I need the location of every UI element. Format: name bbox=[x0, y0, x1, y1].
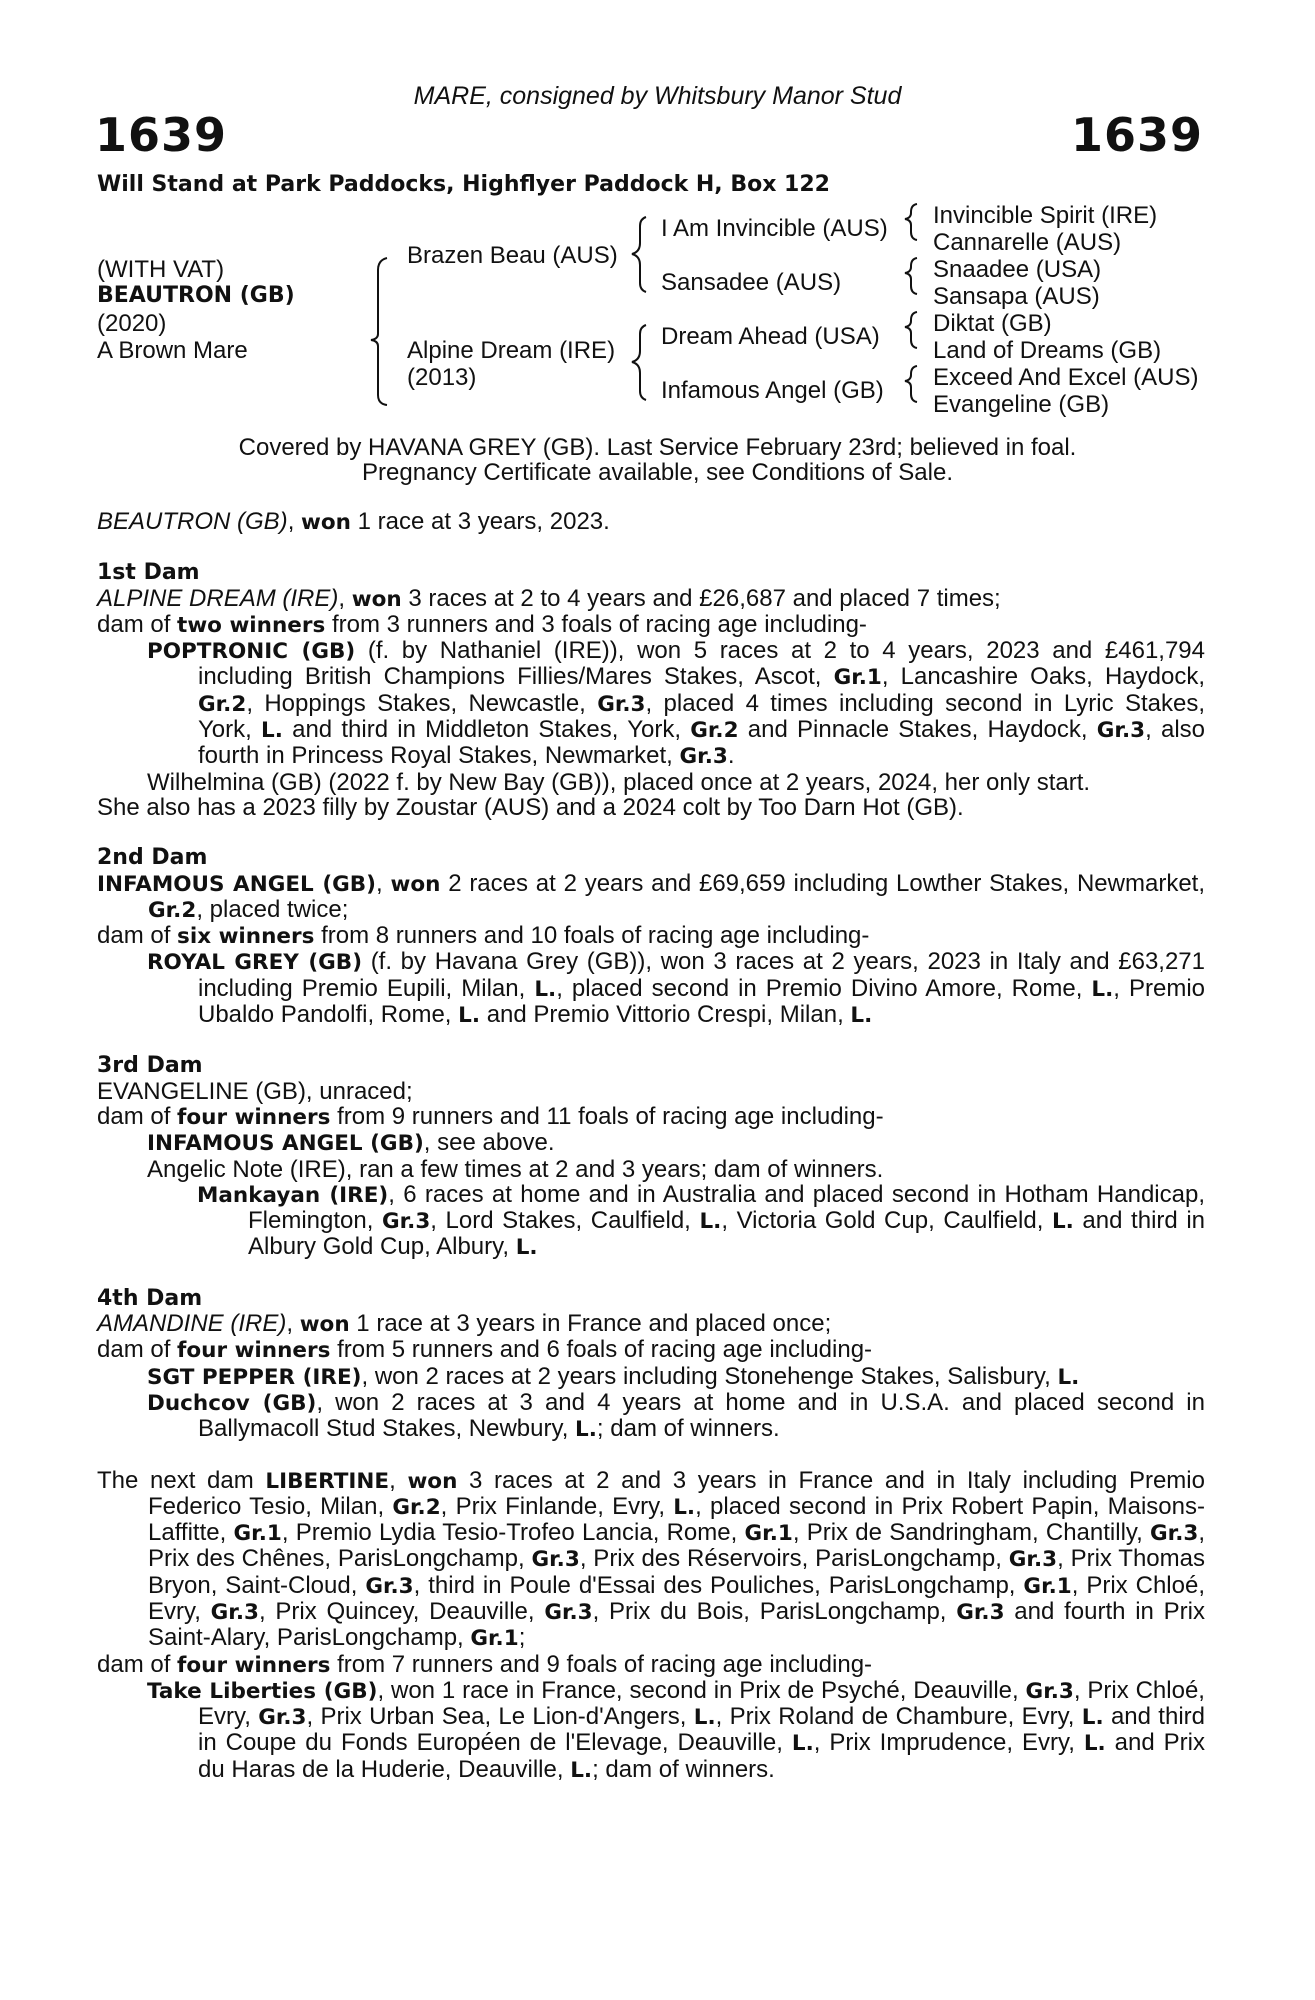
dam1-other-foals: She also has a 2023 filly by Zoustar (AUS) and a 2024 colt by Too Darn Hot (GB). bbox=[97, 793, 964, 821]
dam3-heading: 3rd Dam bbox=[97, 1053, 203, 1079]
dam3-progeny-2: Angelic Note (IRE), ran a few times at 2 and 3 years; dam of winners. bbox=[147, 1155, 884, 1183]
pedigree-brackets bbox=[0, 0, 1315, 440]
dam3-record: EVANGELINE (GB), unraced; bbox=[97, 1077, 413, 1105]
sire-dam: Sansadee (AUS) bbox=[661, 269, 842, 296]
consignor-line: MARE, consigned by Whitsbury Manor Stud bbox=[413, 82, 902, 110]
dam3-grand-progeny: Mankayan (IRE), 6 races at home and in Australia and placed second in Hotham Handicap, Flemington, Gr.3, Lord Stakes, Caulfield, L., Victoria Gold Cup, Caulfield, L. and third in Albury Gold Cup, Albury, L. bbox=[197, 1180, 1206, 1261]
dam1-progeny-1: POPTRONIC (GB) (f. by Nathaniel (IRE)), won 5 races at 2 to 4 years, 2023 and £461,794 including British Champions Fillies/Mares Stakes, Ascot, Gr.1, Lancashire Oaks, Haydock, Gr.2, Hoppings Stakes, Newcastle, Gr.3, placed 4 times including second in Lyric Stakes, York, L. and third in Middleton Stakes, York, Gr.2 and Pinnacle Stakes, Haydock, Gr.3, also fourth in Princess Royal Stakes, Newmarket, Gr.3. bbox=[147, 637, 1206, 770]
stand-location: Will Stand at Park Paddocks, Highflyer Paddock H, Box 122 bbox=[97, 172, 830, 197]
catalogue-body bbox=[97, 509, 1205, 1783]
lot-number-right: 1639 bbox=[1070, 108, 1203, 162]
ggp-5: Diktat (GB) bbox=[933, 310, 1052, 337]
sire-sire: I Am Invincible (AUS) bbox=[661, 215, 888, 242]
vat-status: (WITH VAT) bbox=[97, 256, 225, 283]
bracket-dam bbox=[632, 325, 646, 400]
horse-name: BEAUTRON (GB) bbox=[97, 283, 295, 308]
sire-name: Brazen Beau (AUS) bbox=[407, 242, 618, 269]
lot-number-left: 1639 bbox=[95, 108, 228, 162]
dam4-progeny-1: SGT PEPPER (IRE), won 2 races at 2 years including Stonehenge Stakes, Salisbury, L. bbox=[147, 1362, 1080, 1390]
ggp-2: Cannarelle (AUS) bbox=[933, 229, 1122, 256]
dam3-produce: dam of four winners from 9 runners and 11 foals of racing age including- bbox=[97, 1102, 884, 1130]
bracket-g1 bbox=[905, 204, 917, 240]
next-dam-record: The next dam LIBERTINE, won 3 races at 2 and 3 years in France and in Italy including Premio Federico Tesio, Milan, Gr.2, Prix Finlande, Evry, L., placed second in Prix Robert Papin, Maisons-Laffitte, Gr.1, Premio Lydia Tesio-Trofeo Lancia, Rome, Gr.1, Prix de Sandringham, Chantilly, Gr.3, Prix des Chênes, ParisLongchamp, Gr.3, Prix des Réservoirs, ParisLongchamp, Gr.3, Prix Thomas Bryon, Saint-Cloud, Gr.3, third in Poule d'Essai des Pouliches, ParisLongchamp, Gr.1, Prix Chloé, Evry, Gr.3, Prix Quincey, Deauville, Gr.3, Prix du Bois, ParisLongchamp, Gr.3 and fourth in Prix Saint-Alary, ParisLongchamp, Gr.1; bbox=[97, 1466, 1205, 1652]
dam1-progeny-2: Wilhelmina (GB) (2022 f. by New Bay (GB)), placed once at 2 years, 2024, her only start. bbox=[147, 768, 1091, 796]
bracket-g4 bbox=[905, 366, 917, 402]
dam2-heading: 2nd Dam bbox=[97, 845, 208, 871]
dam4-record: AMANDINE (IRE), won 1 race at 3 years in France and placed once; bbox=[97, 1310, 832, 1338]
next-dam-produce: dam of four winners from 7 runners and 9 foals of racing age including- bbox=[97, 1650, 873, 1678]
dam1-heading: 1st Dam bbox=[97, 560, 200, 586]
bracket-g2 bbox=[905, 258, 917, 294]
dam2-record: INFAMOUS ANGEL (GB), won 2 races at 2 years and £69,659 including Lowther Stakes, Newmarket, Gr.2, placed twice; bbox=[97, 869, 1206, 923]
dam3-progeny-1: INFAMOUS ANGEL (GB), see above. bbox=[147, 1129, 555, 1157]
covering-line: Covered by HAVANA GREY (GB). Last Service February 23rd; believed in foal. bbox=[238, 434, 1077, 461]
dam2-produce: dam of six winners from 8 runners and 10 foals of racing age including- bbox=[97, 922, 870, 950]
bracket-sire bbox=[632, 217, 646, 292]
dam4-progeny-2: Duchcov (GB), won 2 races at 3 and 4 years at home and in U.S.A. and placed second in Ballymacoll Stud Stakes, Newbury, L.; dam of winners. bbox=[147, 1388, 1205, 1443]
dam2-progeny-1: ROYAL GREY (GB) (f. by Havana Grey (GB)), won 3 races at 2 years, 2023 in Italy and £63,271 including Premio Eupili, Milan, L., placed second in Premio Divino Amore, Rome, L., Premio Ubaldo Pandolfi, Rome, L. and Premio Vittorio Crespi, Milan, L. bbox=[147, 948, 1206, 1029]
pregnancy-line: Pregnancy Certificate available, see Conditions of Sale. bbox=[362, 459, 953, 486]
dam-sire: Dream Ahead (USA) bbox=[661, 323, 880, 350]
bracket-g3 bbox=[905, 312, 917, 348]
ggp-6: Land of Dreams (GB) bbox=[933, 337, 1162, 364]
ggp-3: Snaadee (USA) bbox=[933, 256, 1102, 283]
ggp-7: Exceed And Excel (AUS) bbox=[933, 364, 1199, 391]
dam-year: (2013) bbox=[407, 364, 477, 391]
horse-description: A Brown Mare bbox=[97, 337, 248, 364]
horse-summary: BEAUTRON (GB), won 1 race at 3 years, 2023. bbox=[97, 508, 610, 535]
ggp-1: Invincible Spirit (IRE) bbox=[933, 202, 1158, 229]
dam-dam: Infamous Angel (GB) bbox=[661, 377, 884, 404]
next-dam-progeny-1: Take Liberties (GB), won 1 race in France, second in Prix de Psyché, Deauville, Gr.3, Prix Chloé, Evry, Gr.3, Prix Urban Sea, Le Lion-d'Angers, L., Prix Roland de Chambure, Evry, L. and third in Coupe du Fonds Européen de l'Elevage, Deauville, L., Prix Imprudence, Evry, L. and Prix du Haras de la Huderie, Deauville, L.; dam of winners. bbox=[147, 1676, 1205, 1783]
ggp-8: Evangeline (GB) bbox=[933, 391, 1110, 418]
dam1-record: ALPINE DREAM (IRE), won 3 races at 2 to 4 years and £26,687 and placed 7 times; bbox=[97, 584, 1001, 612]
dam-name: Alpine Dream (IRE) bbox=[407, 337, 616, 364]
dam1-produce: dam of two winners from 3 runners and 3 foals of racing age including- bbox=[97, 610, 867, 638]
bracket-main bbox=[371, 258, 387, 405]
horse-year: (2020) bbox=[97, 310, 167, 337]
dam4-produce: dam of four winners from 5 runners and 6 foals of racing age including- bbox=[97, 1336, 873, 1364]
ggp-4: Sansapa (AUS) bbox=[933, 283, 1100, 310]
dam4-heading: 4th Dam bbox=[97, 1285, 203, 1311]
